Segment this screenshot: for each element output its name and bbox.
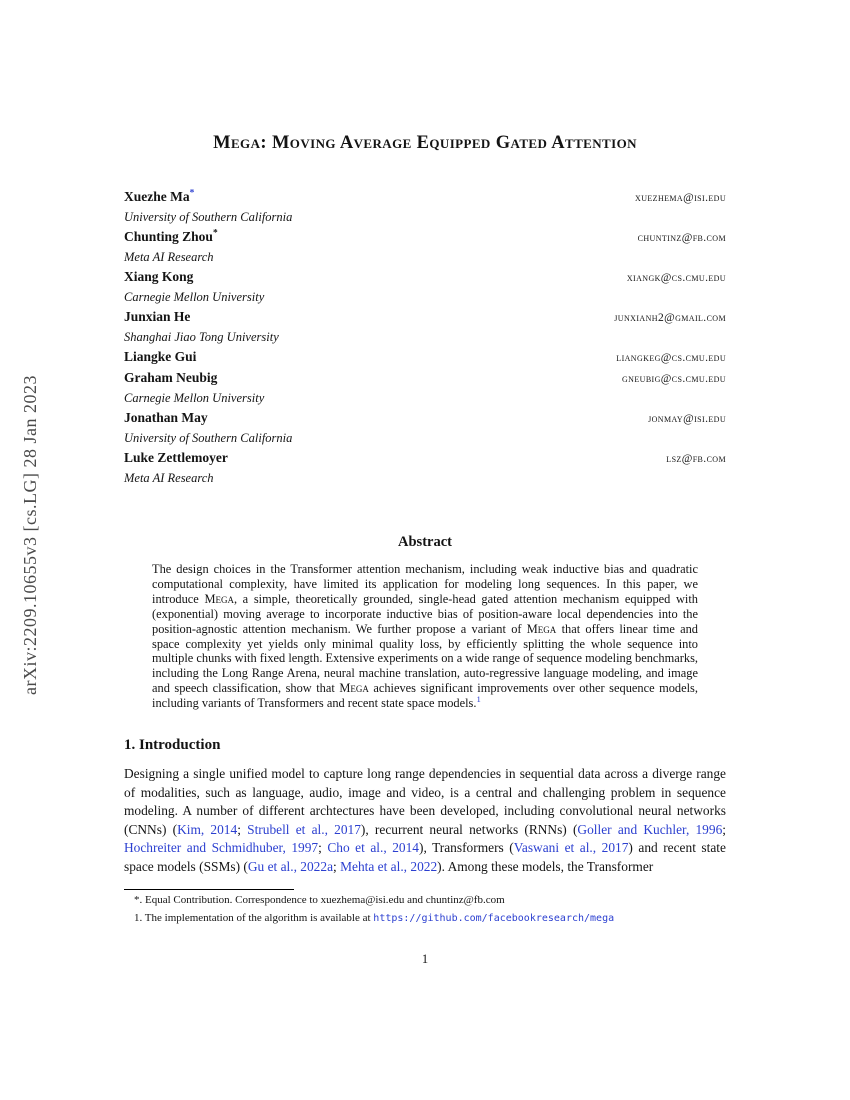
author-affiliation: Shanghai Jiao Tong University — [124, 330, 279, 344]
author-name: Liangke Gui — [124, 349, 197, 364]
text-run: *. Equal Contribution. Correspondence to xuezhema@isi.edu and chuntinz@fb.com — [134, 893, 505, 906]
text-run: ; — [237, 821, 248, 837]
text-run: Mega — [204, 591, 234, 606]
abstract-heading: Abstract — [398, 534, 452, 550]
text-run: Mega — [339, 681, 369, 696]
author-affiliation: Meta AI Research — [124, 471, 214, 485]
author-name: Graham Neubig — [124, 370, 218, 385]
text-run: , a simple, theoretically grounded, single-head gated attention mechanism equipped with (exponential) moving average to incorporate inductive bias of position-aware local dependencies into the position-agnostic attention mechanism. We further propose a variant of — [152, 591, 698, 636]
author-email: jonmay@isi.edu — [648, 413, 726, 425]
author-row — [124, 347, 726, 368]
author-affiliation: University of Southern California — [124, 431, 293, 445]
page-number: 1 — [421, 951, 429, 966]
citation-link[interactable]: Vaswani et al., 2017 — [513, 840, 629, 856]
text-run: ; — [333, 859, 341, 875]
author-email: gneubig@cs.cmu.edu — [622, 373, 726, 385]
text-run: ; — [722, 821, 726, 837]
paper-title: Mega: Moving Average Equipped Gated Attention — [213, 133, 637, 153]
text-run: achieves significant improvements over other sequence models, including variants of Transformers and recent state space models. — [152, 681, 698, 711]
text-run: ), recurrent neural networks (RNNs) ( — [360, 821, 578, 837]
author-name: Junxian He — [124, 309, 191, 324]
equal-contribution-mark: * — [212, 228, 218, 239]
citation-link[interactable]: Gu et al., 2022a — [247, 859, 334, 875]
introduction-paragraph — [124, 765, 726, 877]
abstract-text — [152, 562, 698, 711]
text-run: ; — [318, 840, 328, 856]
footnote-rule — [124, 889, 294, 890]
author-email: junxianh2@gmail.com — [614, 312, 726, 324]
author-name: Chunting Zhou* — [124, 228, 218, 244]
footnote — [134, 911, 726, 926]
footnote-ref-link[interactable]: 1 — [476, 694, 481, 705]
text-run: ), Transformers ( — [419, 840, 514, 856]
text-run: that offers linear time and space complexity yet yields only minimal quality loss, by efficiently splitting the whole sequence into multiple chunks with fixed length. Extensive experiments on a wide range of sequence modeling benchmarks, including the Long Range Arena, neural machine translation, auto-regressive language modeling, and image and speech classification, show that — [152, 621, 699, 696]
citation-link[interactable]: Goller and Kuchler, 1996 — [577, 821, 723, 837]
author-row — [124, 368, 726, 389]
author-block — [124, 187, 726, 488]
section-heading-introduction: 1. Introduction — [124, 737, 221, 754]
author-affiliation: Carnegie Mellon University — [124, 290, 265, 304]
author-affiliation: University of Southern California — [124, 210, 293, 224]
text-run: ) and recent state space models (SSMs) ( — [124, 840, 726, 875]
arxiv-watermark: arXiv:2209.10655v3 [cs.LG] 28 Jan 2023 — [20, 375, 40, 695]
author-email: xiangk@cs.cmu.edu — [626, 272, 726, 284]
author-email: lsz@fb.com — [666, 453, 726, 465]
author-row — [124, 187, 726, 208]
author-row — [124, 408, 726, 429]
author-row — [124, 448, 726, 469]
equal-contribution-link[interactable]: * — [189, 188, 195, 199]
url-link[interactable]: https://github.com/facebookresearch/mega — [373, 912, 615, 924]
author-row — [124, 227, 726, 248]
citation-link[interactable]: Kim, 2014 — [177, 821, 238, 837]
footnote — [134, 893, 726, 908]
text-run: 1. The implementation of the algorithm is available at — [134, 911, 374, 924]
author-affiliation: Meta AI Research — [124, 250, 214, 264]
citation-link[interactable]: Strubell et al., 2017 — [247, 821, 361, 837]
author-affiliation: Carnegie Mellon University — [124, 391, 265, 405]
paper-content — [124, 0, 726, 967]
author-row — [124, 307, 726, 328]
author-name: Xiang Kong — [124, 269, 194, 284]
author-email: xuezhema@isi.edu — [635, 192, 726, 204]
author-name: Jonathan May — [124, 410, 208, 425]
text-run: ). Among these models, the Transformer — [437, 859, 654, 875]
author-name: Luke Zettlemoyer — [124, 450, 228, 465]
citation-link[interactable]: Cho et al., 2014 — [327, 840, 419, 856]
author-email: liangkeg@cs.cmu.edu — [616, 352, 726, 364]
text-run: Mega — [526, 621, 557, 636]
author-name: Xuezhe Ma* — [124, 188, 195, 204]
text-run: Designing a single unified model to capture long range dependencies in sequential data across a diverge range of modalities, such as language, audio, image and video, is a central and challenging problem in sequence modeling. A number of different archtectures have been developed, including convolutional neural networks (CNNs) ( — [124, 766, 726, 837]
author-email: chuntinz@fb.com — [637, 232, 726, 244]
footnotes-block — [124, 893, 726, 926]
author-row — [124, 267, 726, 288]
citation-link[interactable]: Hochreiter and Schmidhuber, 1997 — [124, 840, 319, 856]
citation-link[interactable]: Mehta et al., 2022 — [340, 859, 438, 875]
text-run: The design choices in the Transformer attention mechanism, including weak inductive bias and quadratic computational complexity, have limited its application for modeling long sequences. In this paper, we introduce — [152, 562, 698, 606]
